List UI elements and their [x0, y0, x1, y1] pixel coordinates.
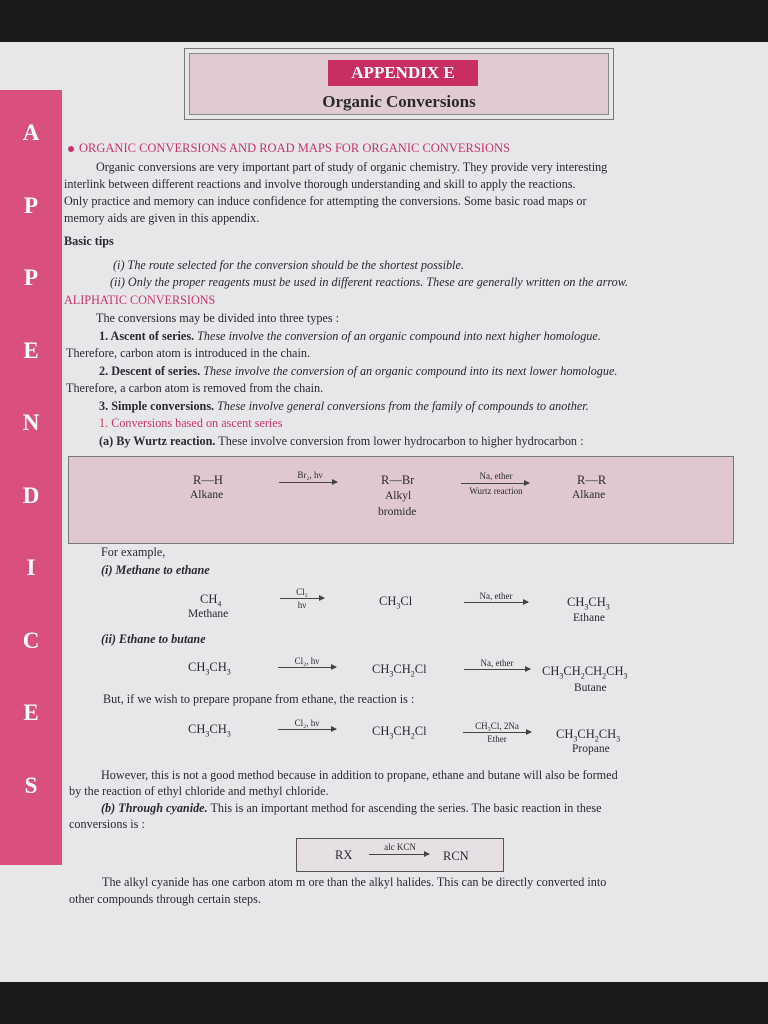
reagent-label: Na, ether [479, 591, 513, 601]
type-descent: 2. Descent of series. These involve the conversion of an organic compound into its next lower homologue. [99, 364, 618, 378]
side-tab-letter: I [26, 555, 36, 580]
reagent-label: alc KCN [384, 842, 416, 852]
reactant-formula: $CH_3CH_3$ [188, 660, 231, 677]
reagent-label: CH₃Cl, 2Na [475, 721, 519, 731]
intermediate-formula: $CH_3CH_2Cl$ [372, 662, 427, 679]
types-intro: The conversions may be divided into three types : [96, 311, 340, 325]
section-heading: ORGANIC CONVERSIONS AND ROAD MAPS FOR ORGANIC CONVERSIONS [68, 141, 510, 156]
reactant-formula: $CH_4$ [200, 592, 222, 609]
type-ascent: 1. Ascent of series. These involve the conversion of an organic compound into next higher homologue. [99, 329, 601, 343]
for-example: For example, [101, 545, 166, 559]
product-formula: R—R [577, 473, 607, 487]
reagent-label: Wurtz reaction [469, 486, 523, 496]
reaction-arrow [278, 729, 336, 730]
reaction-arrow [463, 732, 531, 733]
type-descent-line2: Therefore, a carbon atom is removed from the chain. [66, 381, 324, 395]
intermediate-name: bromide [378, 506, 417, 518]
reagent-label: Na, ether [480, 658, 514, 668]
intro-paragraph-line: Only practice and memory can induce confidence for attempting the conversions. Some basic road maps or [64, 194, 587, 208]
intermediate-formula: $CH_3CH_2Cl$ [372, 724, 427, 741]
page-title: Organic Conversions [322, 92, 476, 111]
product-name: Ethane [573, 612, 605, 624]
product-name: Alkane [572, 489, 606, 501]
reactant-name: Methane [188, 608, 229, 620]
however-paragraph: However, this is not a good method because in addition to propane, ethane and butane will also be formed [101, 768, 618, 782]
product-formula: RCN [443, 849, 469, 863]
reactant-formula: R—H [193, 473, 223, 487]
cyanide-line2: conversions is : [69, 817, 145, 831]
side-tab-letter: N [22, 410, 40, 435]
reaction-arrow [278, 667, 336, 668]
reaction-arrow [279, 482, 337, 483]
basic-tips-heading: Basic tips [64, 234, 114, 248]
reagent-label: Na, ether [479, 471, 513, 481]
product-name: Propane [572, 743, 610, 755]
tip-item: (ii) Only the proper reagents must be used in different reactions. These are generally written on the arrow. [110, 275, 629, 289]
reagent-label: Cl₂, hν [294, 718, 320, 728]
reactant-formula: RX [335, 848, 353, 862]
book-page [0, 42, 768, 982]
reactant-formula: $CH_3CH_3$ [188, 722, 231, 739]
reagent-label: hν [297, 600, 307, 610]
reactant-name: Alkane [190, 489, 224, 501]
cyanide-heading: (b) Through cyanide. This is an important method for ascending the series. The basic reaction in these [101, 801, 602, 815]
product-name: Butane [574, 682, 607, 694]
bullet-icon [68, 146, 74, 152]
intermediate-formula: $CH_3Cl$ [379, 594, 413, 611]
intro-paragraph-line: Organic conversions are very important part of study of organic chemistry. They provide very interesting [96, 160, 608, 174]
reagent-label: Cl₂ [296, 587, 308, 597]
reaction-arrow [280, 598, 324, 599]
aliphatic-heading: ALIPHATIC CONVERSIONS [64, 293, 216, 307]
side-tab-letter: A [22, 120, 40, 145]
example-title: (ii) Ethane to butane [101, 632, 206, 646]
cyanide-reaction-box [296, 838, 504, 872]
wurtz-reaction-box [68, 456, 734, 544]
side-tab-letter: P [23, 193, 39, 218]
product-formula: $CH_3CH_2CH_2CH_3$ [542, 664, 628, 681]
example-title: (i) Methane to ethane [101, 563, 210, 577]
side-tab-letter: D [22, 483, 40, 508]
appendices-side-tab [0, 90, 62, 865]
wurtz-intro: (a) By Wurtz reaction. These involve conversion from lower hydrocarbon to higher hydrocarbon : [99, 434, 584, 448]
side-tab-letter: E [23, 338, 39, 363]
however-paragraph: by the reaction of ethyl chloride and methyl chloride. [69, 784, 329, 798]
side-tab-letter: S [24, 773, 38, 798]
reaction-arrow [369, 854, 429, 855]
reagent-label: Cl₂, hν [294, 656, 320, 666]
type-simple: 3. Simple conversions. These involve general conversions from the family of compounds to another. [99, 399, 589, 413]
side-tab-letter: P [23, 265, 39, 290]
intro-paragraph-line: memory aids are given in this appendix. [64, 211, 260, 225]
intermediate-formula: R—Br [381, 473, 415, 487]
product-formula: $CH_3CH_3$ [567, 595, 610, 612]
alkyl-cyanide-paragraph: other compounds through certain steps. [69, 892, 261, 906]
side-tab-letter: E [23, 700, 39, 725]
reagent-label: Ether [487, 734, 507, 744]
side-tab-letter: C [22, 628, 40, 653]
product-formula: $CH_3CH_2CH_3$ [556, 727, 621, 744]
reaction-arrow [464, 669, 530, 670]
type-ascent-line2: Therefore, carbon atom is introduced in the chain. [66, 346, 310, 360]
ascent-subheading: 1. Conversions based on ascent series [99, 416, 283, 430]
tip-item: (i) The route selected for the conversion should be the shortest possible. [113, 258, 464, 272]
intermediate-name: Alkyl [385, 490, 412, 502]
propane-intro: But, if we wish to prepare propane from ethane, the reaction is : [103, 692, 415, 706]
intro-paragraph-line: interlink between different reactions and involve thorough understanding and skill to apply the reactions. [64, 177, 576, 191]
alkyl-cyanide-paragraph: The alkyl cyanide has one carbon atom m ore than the alkyl halides. This can be directly converted into [102, 875, 607, 889]
reaction-arrow [464, 602, 528, 603]
appendix-header [184, 48, 614, 120]
appendix-label: APPENDIX E [328, 60, 478, 86]
reagent-label: Br₂, hν [297, 470, 323, 480]
reaction-arrow [461, 483, 529, 484]
